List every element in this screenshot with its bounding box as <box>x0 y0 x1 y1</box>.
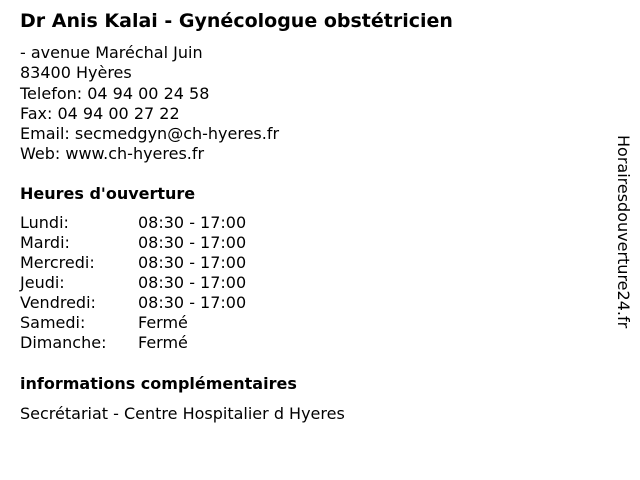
contact-block <box>20 43 279 165</box>
side-watermark: Horairesdouverture24.fr <box>614 135 633 329</box>
hours-row <box>20 293 246 313</box>
hours-time: 08:30 - 17:00 <box>138 253 247 272</box>
street-address: - avenue Maréchal Juin <box>20 43 203 62</box>
hours-time: Fermé <box>138 333 188 352</box>
hours-time: 08:30 - 17:00 <box>138 213 247 232</box>
hours-row <box>20 333 246 353</box>
hours-time: 08:30 - 17:00 <box>138 233 247 252</box>
email-address: Email: secmedgyn@ch-hyeres.fr <box>20 124 280 144</box>
info-text: Secrétariat - Centre Hospitalier d Hyeres <box>20 404 345 423</box>
hours-day: Mercredi: <box>20 253 95 272</box>
hours-day: Lundi: <box>20 213 69 232</box>
hours-table <box>20 213 246 353</box>
hours-row <box>20 273 246 293</box>
hours-row <box>20 213 246 233</box>
page-title: Dr Anis Kalai - Gynécologue obstétricien <box>20 10 453 32</box>
hours-day: Mardi: <box>20 233 70 252</box>
hours-time: 08:30 - 17:00 <box>138 293 247 312</box>
hours-day: Vendredi: <box>20 293 96 312</box>
hours-time: 08:30 - 17:00 <box>138 273 247 292</box>
phone-number: Telefon: 04 94 00 24 58 <box>20 83 210 103</box>
hours-row <box>20 313 246 333</box>
hours-row <box>20 253 246 273</box>
website-address: Web: www.ch-hyeres.fr <box>20 144 205 164</box>
hours-day: Dimanche: <box>20 333 107 352</box>
fax-number: Fax: 04 94 00 27 22 <box>20 103 180 123</box>
hours-day: Jeudi: <box>20 273 65 292</box>
hours-heading: Heures d'ouverture <box>20 184 196 203</box>
hours-day: Samedi: <box>20 313 86 332</box>
city-address: 83400 Hyères <box>20 63 132 83</box>
info-heading: informations complémentaires <box>20 374 297 393</box>
hours-row <box>20 233 246 253</box>
hours-time: Fermé <box>138 313 188 332</box>
